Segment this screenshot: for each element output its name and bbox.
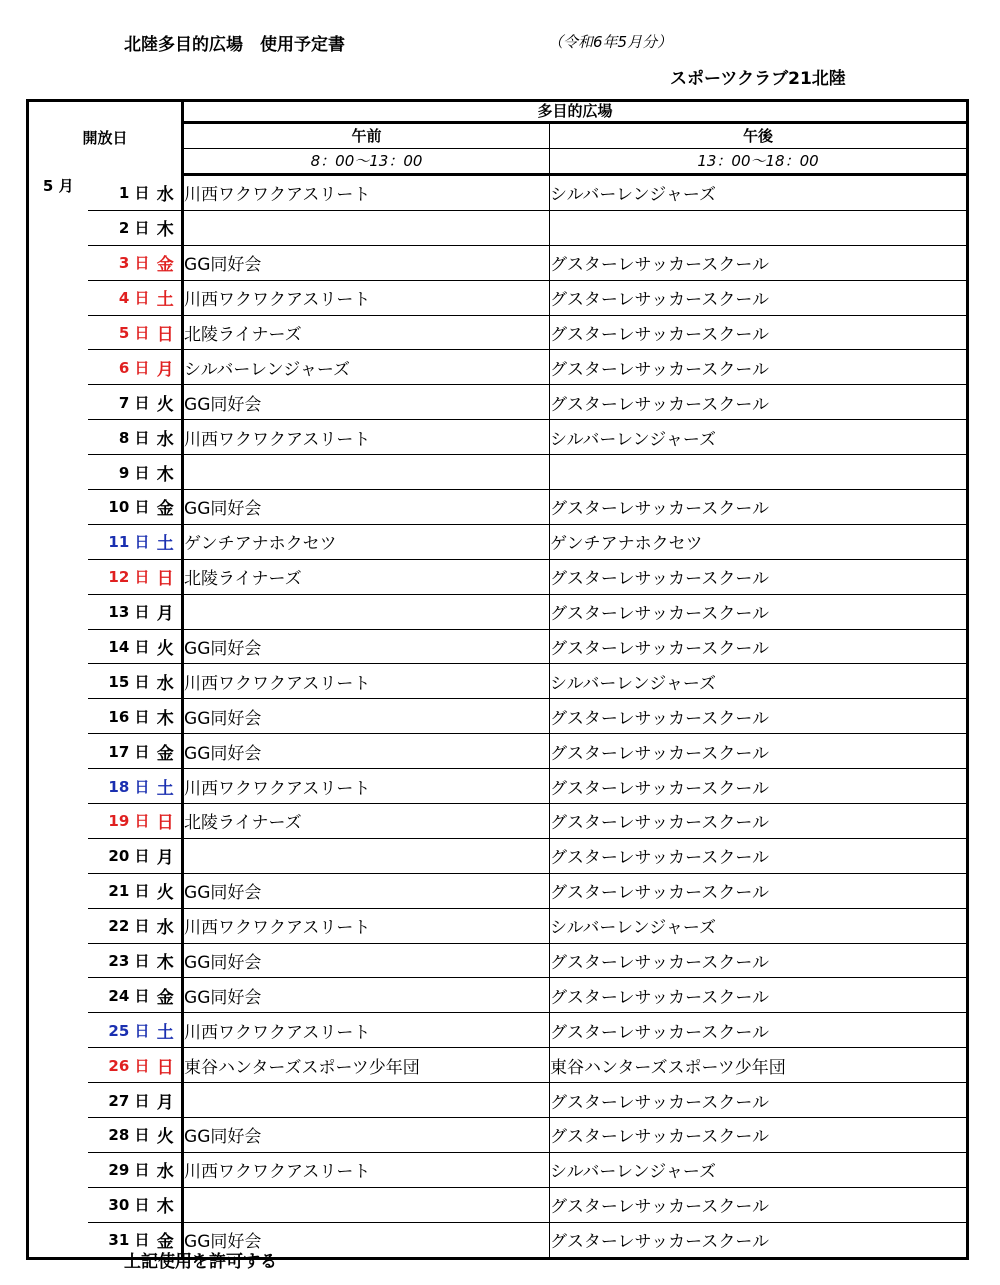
am-user: 川西ワクワクアスリート <box>183 1013 550 1048</box>
schedule-row <box>28 559 968 594</box>
weekday-label: 月 <box>150 594 183 629</box>
am-user: GG同好会 <box>183 490 550 525</box>
day-number: 7 日 <box>88 385 150 420</box>
am-user: GG同好会 <box>183 629 550 664</box>
day-number: 26 日 <box>88 1048 150 1083</box>
day-number: 24 日 <box>88 978 150 1013</box>
am-user: GG同好会 <box>183 245 550 280</box>
weekday-label: 木 <box>150 455 183 490</box>
schedule-row <box>28 350 968 385</box>
day-number: 28 日 <box>88 1118 150 1153</box>
day-number: 17 日 <box>88 734 150 769</box>
schedule-row <box>28 838 968 873</box>
schedule-row <box>28 769 968 804</box>
weekday-label: 土 <box>150 769 183 804</box>
schedule-row <box>28 524 968 559</box>
day-number: 25 日 <box>88 1013 150 1048</box>
pm-user: グスターレサッカースクール <box>550 1083 968 1118</box>
day-number: 19 日 <box>88 804 150 839</box>
am-user: 川西ワクワクアスリート <box>183 769 550 804</box>
pm-user: グスターレサッカースクール <box>550 245 968 280</box>
am-user: 北陵ライナーズ <box>183 559 550 594</box>
schedule-row <box>28 1118 968 1153</box>
schedule-row <box>28 245 968 280</box>
am-header: 午前 <box>183 123 550 149</box>
weekday-label: 火 <box>150 629 183 664</box>
pm-user: グスターレサッカースクール <box>550 804 968 839</box>
weekday-label: 土 <box>150 280 183 315</box>
schedule-row <box>28 1048 968 1083</box>
weekday-label: 土 <box>150 524 183 559</box>
day-number: 31 日 <box>108 1231 150 1250</box>
pm-user: シルバーレンジャーズ <box>550 908 968 943</box>
am-user <box>183 838 550 873</box>
am-user: GG同好会 <box>183 385 550 420</box>
pm-header: 午後 <box>550 123 968 149</box>
weekday-label: 水 <box>150 1152 183 1187</box>
am-time: 8：00～13：00 <box>183 149 550 175</box>
schedule-row <box>28 175 968 211</box>
am-user: GG同好会 <box>183 873 550 908</box>
weekday-label: 月 <box>150 838 183 873</box>
pm-user: グスターレサッカースクール <box>550 838 968 873</box>
pm-user: ゲンチアナホクセツ <box>550 524 968 559</box>
schedule-row <box>28 420 968 455</box>
weekday-label: 木 <box>150 943 183 978</box>
weekday-label: 金 <box>150 1222 183 1258</box>
document-title: 北陸多目的広場 使用予定書 <box>124 35 345 55</box>
pm-time: 13：00～18：00 <box>550 149 968 175</box>
day-number: 10 日 <box>88 490 150 525</box>
pm-user: グスターレサッカースクール <box>550 1232 769 1253</box>
day-number: 18 日 <box>88 769 150 804</box>
pm-user: グスターレサッカースクール <box>550 1118 968 1153</box>
day-number: 21 日 <box>88 873 150 908</box>
schedule-body <box>28 175 968 1259</box>
day-number: 23 日 <box>88 943 150 978</box>
am-user <box>183 1083 550 1118</box>
schedule-row <box>28 664 968 699</box>
weekday-label: 水 <box>150 664 183 699</box>
day-number: 14 日 <box>88 629 150 664</box>
am-user: 川西ワクワクアスリート <box>183 420 550 455</box>
pm-user: シルバーレンジャーズ <box>550 175 968 211</box>
weekday-label: 月 <box>150 350 183 385</box>
weekday-label: 木 <box>150 1187 183 1222</box>
pm-user: グスターレサッカースクール <box>550 769 968 804</box>
pm-user <box>550 210 968 245</box>
day-number: 20 日 <box>88 838 150 873</box>
am-user: 川西ワクワクアスリート <box>183 280 550 315</box>
pm-user: 東谷ハンターズスポーツ少年団 <box>550 1048 968 1083</box>
pm-user: シルバーレンジャーズ <box>550 1152 968 1187</box>
header-row-facility <box>28 101 968 123</box>
pm-user: グスターレサッカースクール <box>550 385 968 420</box>
weekday-label: 木 <box>150 699 183 734</box>
schedule-row <box>28 1152 968 1187</box>
am-user: GG同好会 <box>183 1222 550 1258</box>
schedule-row <box>28 734 968 769</box>
pm-user: シルバーレンジャーズ <box>550 420 968 455</box>
schedule-row <box>28 280 968 315</box>
schedule-row <box>28 1083 968 1118</box>
day-number: 11 日 <box>88 524 150 559</box>
day-number: 4 日 <box>88 280 150 315</box>
pm-user: グスターレサッカースクール <box>550 315 968 350</box>
am-user: 北陵ライナーズ <box>183 804 550 839</box>
schedule-row <box>28 315 968 350</box>
schedule-row <box>28 594 968 629</box>
pm-user: グスターレサッカースクール <box>550 490 968 525</box>
pm-user: シルバーレンジャーズ <box>550 664 968 699</box>
pm-user: グスターレサッカースクール <box>550 1187 968 1222</box>
am-user: GG同好会 <box>183 699 550 734</box>
weekday-label: 日 <box>150 559 183 594</box>
day-number: 5 日 <box>88 315 150 350</box>
schedule-row <box>28 1013 968 1048</box>
schedule-row <box>28 978 968 1013</box>
am-user: 北陵ライナーズ <box>183 315 550 350</box>
day-number: 8 日 <box>88 420 150 455</box>
weekday-label: 火 <box>150 1118 183 1153</box>
am-user: 東谷ハンターズスポーツ少年団 <box>183 1048 550 1083</box>
schedule-row <box>28 210 968 245</box>
am-user: シルバーレンジャーズ <box>183 350 550 385</box>
schedule-table <box>26 99 969 1260</box>
weekday-label: 金 <box>150 245 183 280</box>
am-user: GG同好会 <box>183 943 550 978</box>
schedule-row <box>28 804 968 839</box>
day-number: 29 日 <box>88 1152 150 1187</box>
schedule-row <box>28 873 968 908</box>
am-user <box>183 210 550 245</box>
pm-user: グスターレサッカースクール <box>550 629 968 664</box>
am-user: 川西ワクワクアスリート <box>183 1152 550 1187</box>
open-day-header: 開放日 <box>28 101 183 175</box>
schedule-row <box>28 908 968 943</box>
pm-user: グスターレサッカースクール <box>550 699 968 734</box>
day-number: 3 日 <box>88 245 150 280</box>
organization-name: スポーツクラブ21北陸 <box>670 69 846 89</box>
weekday-label: 日 <box>150 1048 183 1083</box>
weekday-label: 日 <box>150 315 183 350</box>
weekday-label: 水 <box>150 175 183 211</box>
pm-user: グスターレサッカースクール <box>550 978 968 1013</box>
schedule-row <box>28 943 968 978</box>
day-number: 1 日 <box>88 175 150 211</box>
document-period: （令和6年5月分） <box>548 33 673 51</box>
am-user <box>183 1187 550 1222</box>
schedule-row <box>28 455 968 490</box>
weekday-label: 水 <box>150 420 183 455</box>
am-user: GG同好会 <box>183 978 550 1013</box>
am-user: ゲンチアナホクセツ <box>183 524 550 559</box>
am-user <box>183 594 550 629</box>
weekday-label: 日 <box>150 804 183 839</box>
month-label: 5 月 <box>42 176 74 195</box>
pm-user: グスターレサッカースクール <box>550 594 968 629</box>
pm-user: グスターレサッカースクール <box>550 1013 968 1048</box>
weekday-label: 土 <box>150 1013 183 1048</box>
am-user: 川西ワクワクアスリート <box>183 175 550 211</box>
day-number: 30 日 <box>88 1187 150 1222</box>
day-number: 15 日 <box>88 664 150 699</box>
weekday-label: 火 <box>150 385 183 420</box>
pm-user: グスターレサッカースクール <box>550 873 968 908</box>
weekday-label: 金 <box>150 978 183 1013</box>
am-user: GG同好会 <box>183 734 550 769</box>
schedule-row <box>28 1187 968 1222</box>
am-user <box>183 455 550 490</box>
schedule-row <box>28 699 968 734</box>
day-number: 22 日 <box>88 908 150 943</box>
facility-header: 多目的広場 <box>183 101 968 123</box>
weekday-label: 金 <box>150 490 183 525</box>
am-user: 川西ワクワクアスリート <box>183 908 550 943</box>
weekday-label: 木 <box>150 210 183 245</box>
day-number: 6 日 <box>88 350 150 385</box>
weekday-label: 火 <box>150 873 183 908</box>
day-number: 16 日 <box>88 699 150 734</box>
pm-user: グスターレサッカースクール <box>550 559 968 594</box>
pm-user: グスターレサッカースクール <box>550 943 968 978</box>
pm-user <box>550 455 968 490</box>
am-user: GG同好会 <box>183 1118 550 1153</box>
day-number: 9 日 <box>88 455 150 490</box>
am-user: 川西ワクワクアスリート <box>183 664 550 699</box>
schedule-row <box>28 490 968 525</box>
schedule-row <box>28 629 968 664</box>
day-number: 13 日 <box>88 594 150 629</box>
day-number: 2 日 <box>88 210 150 245</box>
pm-user: グスターレサッカースクール <box>550 350 968 385</box>
weekday-label: 水 <box>150 908 183 943</box>
day-number: 27 日 <box>88 1083 150 1118</box>
schedule-row <box>28 385 968 420</box>
weekday-label: 金 <box>150 734 183 769</box>
approval-note: 上記使用を許可する <box>124 1252 277 1272</box>
pm-user: グスターレサッカースクール <box>550 734 968 769</box>
pm-user: グスターレサッカースクール <box>550 280 968 315</box>
day-number: 12 日 <box>88 559 150 594</box>
weekday-label: 月 <box>150 1083 183 1118</box>
